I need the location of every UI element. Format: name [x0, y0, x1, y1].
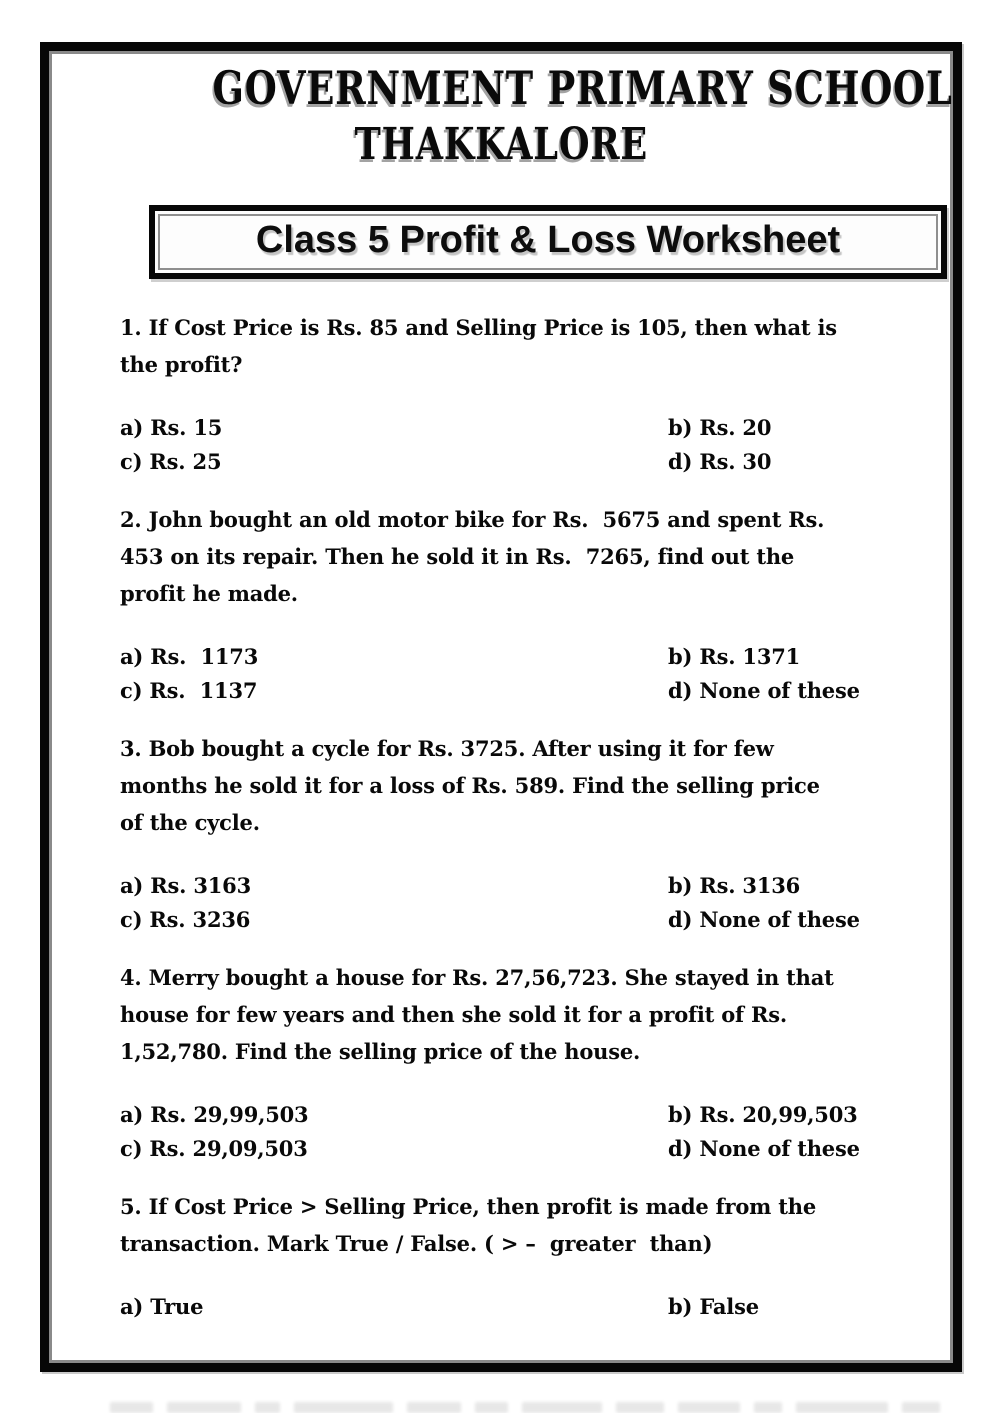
question-4-line-1: 4. Merry bought a house for Rs. 27,56,723. She stayed in that: [120, 965, 834, 990]
question-3-option-d[interactable]: d) None of these: [668, 907, 860, 932]
question-block-5: [120, 1188, 933, 1324]
question-2-options: [120, 640, 933, 708]
question-2-option-d[interactable]: d) None of these: [668, 678, 860, 703]
question-4-line-3: 1,52,780. Find the selling price of the house.: [120, 1039, 641, 1064]
question-3-line-1: 3. Bob bought a cycle for Rs. 3725. After using it for few: [120, 736, 774, 761]
question-3-option-b[interactable]: b) Rs. 3136: [668, 873, 801, 898]
option-row: [120, 1132, 933, 1166]
question-block-4: [120, 959, 933, 1166]
smudge-mark: [678, 1402, 740, 1413]
question-4-option-a[interactable]: a) Rs. 29,99,503: [120, 1102, 309, 1127]
question-2-option-b[interactable]: b) Rs. 1371: [668, 644, 801, 669]
option-row: [120, 411, 933, 445]
smudge-mark: [167, 1402, 240, 1413]
option-row: [120, 674, 933, 708]
question-1-option-b[interactable]: b) Rs. 20: [668, 415, 772, 440]
question-5-line-1: 5. If Cost Price > Selling Price, then profit is made from the: [120, 1194, 817, 1219]
question-1-options: [120, 411, 933, 479]
question-3-line-3: of the cycle.: [120, 810, 260, 835]
question-block-1: [120, 309, 933, 479]
question-2-line-3: profit he made.: [120, 581, 298, 606]
smudge-mark: [407, 1402, 460, 1413]
question-2-option-c[interactable]: c) Rs. 1137: [120, 678, 258, 703]
next-page-text-cutoff: [110, 1402, 940, 1413]
question-3-option-c[interactable]: c) Rs. 3236: [120, 907, 251, 932]
school-header: [120, 61, 953, 170]
option-row: [120, 1098, 933, 1132]
worksheet-title-box: [149, 205, 947, 279]
question-5-option-b[interactable]: b) False: [668, 1294, 759, 1319]
question-4-options: [120, 1098, 933, 1166]
question-3-line-2: months he sold it for a loss of Rs. 589. Find the selling price: [120, 773, 820, 798]
smudge-mark: [902, 1402, 940, 1413]
school-name-line1: GOVERNMENT PRIMARY SCHOOL: [212, 61, 953, 115]
school-name-line2: THAKKALORE: [354, 119, 648, 170]
question-1-option-d[interactable]: d) Rs. 30: [668, 449, 772, 474]
option-row: [120, 640, 933, 674]
smudge-mark: [522, 1402, 602, 1413]
smudge-mark: [294, 1402, 394, 1413]
question-5-option-a[interactable]: a) True: [120, 1294, 204, 1319]
question-2-option-a[interactable]: a) Rs. 1173: [120, 644, 259, 669]
question-1-line-1: 1. If Cost Price is Rs. 85 and Selling Price is 105, then what is: [120, 315, 837, 340]
question-1-line-2: the profit?: [120, 352, 243, 377]
smudge-mark: [616, 1402, 664, 1413]
questions-list: [120, 309, 933, 1324]
smudge-mark: [475, 1402, 508, 1413]
question-3-options: [120, 869, 933, 937]
option-row: [120, 445, 933, 479]
smudge-mark: [255, 1402, 280, 1413]
smudge-mark: [796, 1402, 888, 1413]
question-block-3: [120, 730, 933, 937]
question-1-option-c[interactable]: c) Rs. 25: [120, 449, 222, 474]
option-row: [120, 903, 933, 937]
question-1-option-a[interactable]: a) Rs. 15: [120, 415, 223, 440]
worksheet-page: [40, 42, 962, 1372]
question-4-line-2: house for few years and then she sold it for a profit of Rs.: [120, 1002, 787, 1027]
question-4-option-c[interactable]: c) Rs. 29,09,503: [120, 1136, 308, 1161]
question-block-2: [120, 501, 933, 708]
question-4-option-b[interactable]: b) Rs. 20,99,503: [668, 1102, 858, 1127]
option-row: [120, 1290, 933, 1324]
question-4-option-d[interactable]: d) None of these: [668, 1136, 860, 1161]
question-5-options: [120, 1290, 933, 1324]
question-5-line-2: transaction. Mark True / False. ( > – greater than): [120, 1231, 713, 1256]
worksheet-title: Class 5 Profit & Loss Worksheet: [255, 219, 841, 261]
question-3-option-a[interactable]: a) Rs. 3163: [120, 873, 251, 898]
smudge-mark: [110, 1402, 153, 1413]
worksheet-title-box-inner: [158, 214, 938, 270]
question-2-line-1: 2. John bought an old motor bike for Rs. 5675 and spent Rs.: [120, 507, 825, 532]
question-2-line-2: 453 on its repair. Then he sold it in Rs. 7265, find out the: [120, 544, 795, 569]
option-row: [120, 869, 933, 903]
smudge-mark: [754, 1402, 782, 1413]
